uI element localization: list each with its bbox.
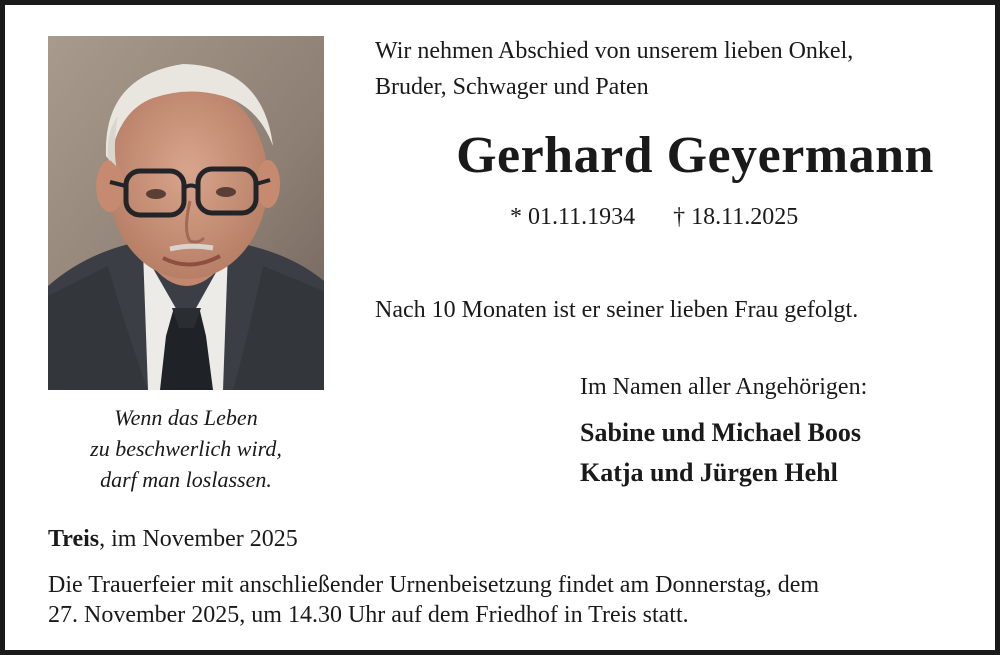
mourner-name: Katja und Jürgen Hehl (580, 458, 838, 487)
memorial-note: Nach 10 Monaten ist er seiner lieben Frau gefolgt. (375, 297, 859, 323)
birth-date: * 01.11.1934 (510, 204, 636, 230)
mourner-name: Sabine und Michael Boos (580, 418, 862, 447)
poem-line: Wenn das Leben (114, 405, 258, 430)
ceremony-info (48, 570, 968, 630)
place-town: Treis (48, 526, 100, 552)
intro-line: Wir nehmen Abschied von unserem lieben Onkel, (375, 38, 854, 64)
poem-line: zu beschwerlich wird, (90, 436, 282, 461)
intro-text (375, 33, 975, 105)
poem (48, 402, 324, 495)
place-date-line (48, 522, 298, 556)
portrait-illustration (48, 36, 324, 390)
portrait-photo (48, 36, 324, 390)
mourners-list (580, 413, 861, 493)
intro-line: Bruder, Schwager und Paten (375, 74, 649, 100)
place-date: , im November 2025 (99, 526, 298, 552)
mourners-heading: Im Namen aller Angehörigen: (580, 374, 868, 400)
ceremony-line: Die Trauerfeier mit anschließender Urnenbeisetzung findet am Donnerstag, dem (48, 572, 820, 598)
death-date: † 18.11.2025 (673, 204, 799, 230)
deceased-name: Gerhard Geyermann (456, 127, 934, 184)
life-dates (510, 200, 798, 234)
poem-line: darf man loslassen. (100, 467, 272, 492)
ceremony-line: 27. November 2025, um 14.30 Uhr auf dem Friedhof in Treis statt. (48, 602, 689, 628)
